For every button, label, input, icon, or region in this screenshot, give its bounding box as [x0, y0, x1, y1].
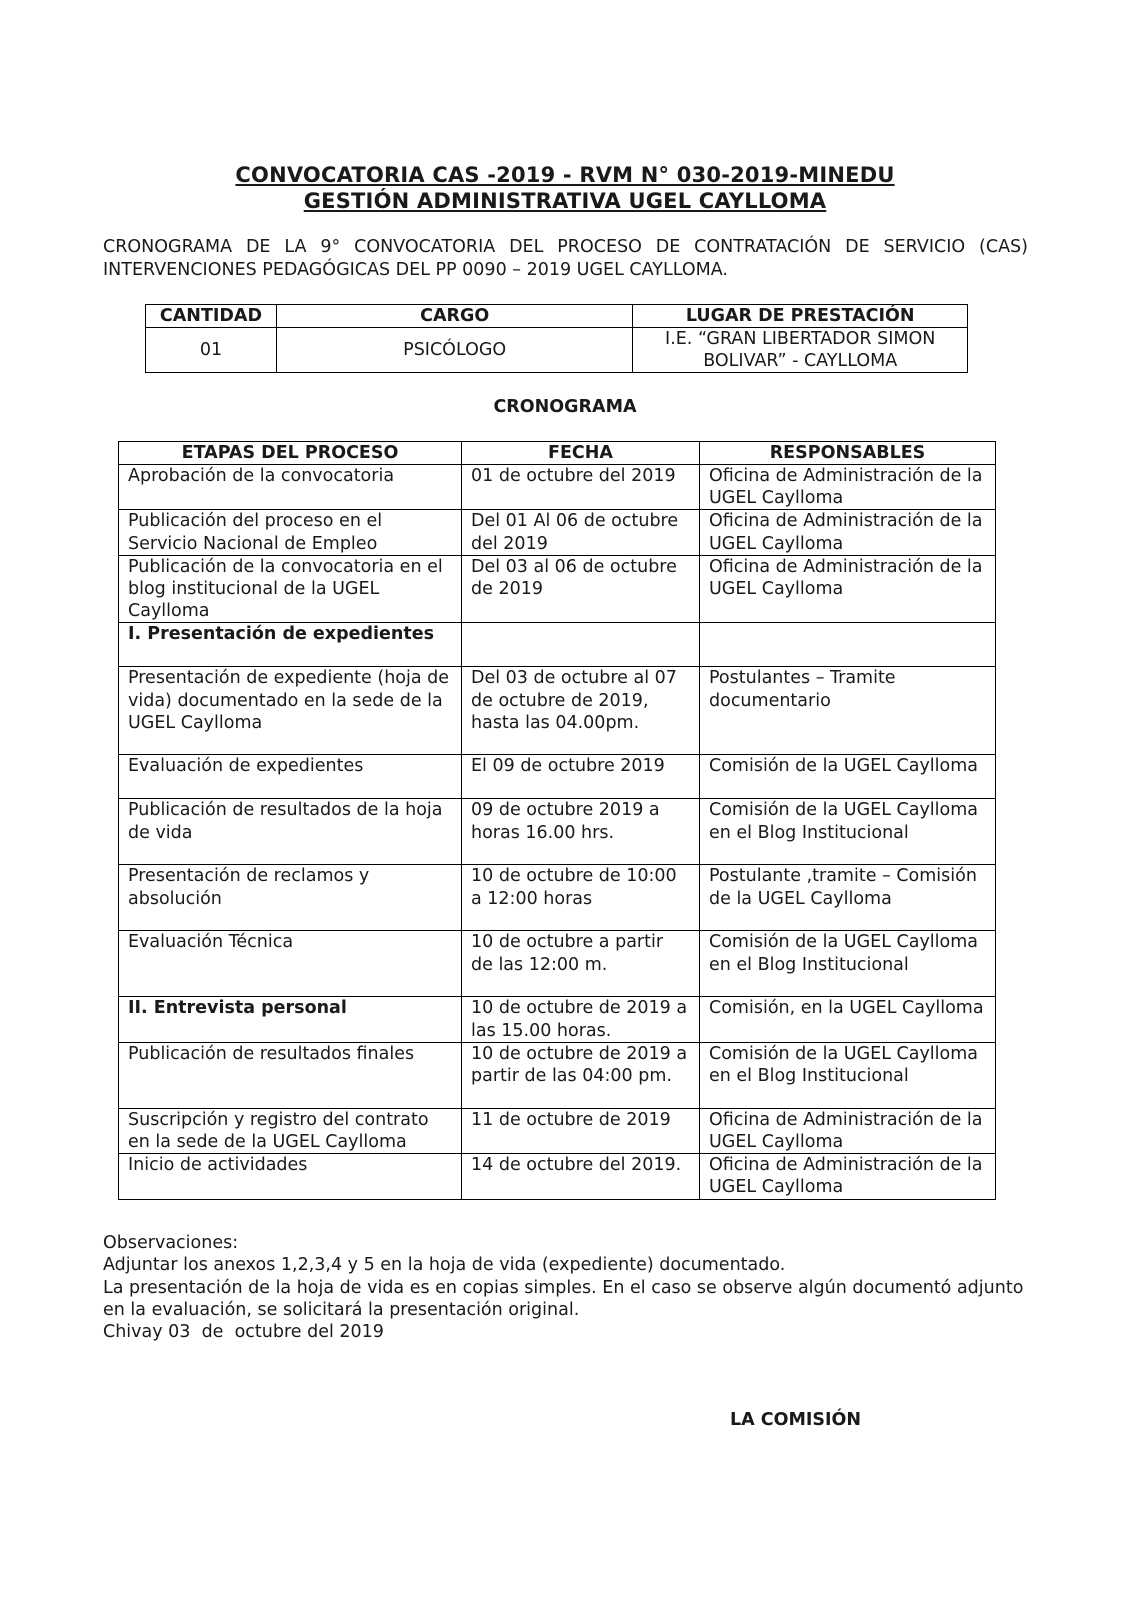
- cargo-lugar: I.E. “GRAN LIBERTADOR SIMON BOLIVAR” - CAYLLOMA: [633, 328, 968, 373]
- document-title-line1: CONVOCATORIA CAS -2019 - RVM N° 030-2019-MINEDU: [235, 163, 895, 187]
- etapa-cell: Publicación de la convocatoria en el blog institucional de la UGEL Caylloma: [119, 555, 462, 623]
- signature: LA COMISIÓN: [730, 1410, 862, 1430]
- fecha-cell: 10 de octubre de 2019 a las 15.00 horas.: [462, 997, 700, 1042]
- place-date-line: Chivay 03 de octubre del 2019: [103, 1322, 384, 1343]
- document-title-line2: GESTIÓN ADMINISTRATIVA UGEL CAYLLOMA: [303, 189, 827, 213]
- fecha-cell: Del 03 de octubre al 07 de octubre de 2019, hasta las 04.00pm.: [462, 667, 700, 755]
- responsable-cell: Postulantes – Tramite documentario: [700, 667, 996, 755]
- etapa-cell: Suscripción y registro del contrato en la sede de la UGEL Caylloma: [119, 1108, 462, 1153]
- fecha-cell: 14 de octubre del 2019.: [462, 1154, 700, 1199]
- table-row: [119, 1042, 996, 1108]
- table-row: [119, 623, 996, 667]
- table-row: [119, 931, 996, 997]
- etapa-cell: Presentación de expediente (hoja de vida) documentado en la sede de la UGEL Caylloma: [119, 667, 462, 755]
- etapa-cell: Inicio de actividades: [119, 1154, 462, 1199]
- fecha-cell: 10 de octubre a partir de las 12:00 m.: [462, 931, 700, 997]
- cargo-table-header-row: [146, 305, 968, 328]
- responsable-cell: Oficina de Administración de la UGEL Caylloma: [700, 465, 996, 510]
- responsable-cell: Comisión, en la UGEL Caylloma: [700, 997, 996, 1042]
- fecha-cell: 11 de octubre de 2019: [462, 1108, 700, 1153]
- responsable-cell: Oficina de Administración de la UGEL Caylloma: [700, 555, 996, 623]
- schedule-header-fecha: FECHA: [462, 442, 700, 465]
- fecha-cell: Del 03 al 06 de octubre de 2019: [462, 555, 700, 623]
- table-row: [119, 865, 996, 931]
- observaciones-block: [103, 1232, 1028, 1343]
- responsable-cell: Oficina de Administración de la UGEL Caylloma: [700, 510, 996, 555]
- fecha-cell: El 09 de octubre 2019: [462, 755, 700, 799]
- table-row: [119, 1108, 996, 1153]
- table-row: [119, 555, 996, 623]
- cargo-cargo: PSICÓLOGO: [276, 328, 632, 373]
- table-row: [119, 510, 996, 555]
- fecha-cell: 09 de octubre 2019 a horas 16.00 hrs.: [462, 799, 700, 865]
- schedule-header-row: [119, 442, 996, 465]
- fecha-cell: 01 de octubre del 2019: [462, 465, 700, 510]
- etapa-cell: Aprobación de la convocatoria: [119, 465, 462, 510]
- responsable-cell: Postulante ,tramite – Comisión de la UGEL Caylloma: [700, 865, 996, 931]
- responsable-cell: [700, 623, 996, 667]
- table-row: [119, 997, 996, 1042]
- fecha-cell: [462, 623, 700, 667]
- responsable-cell: Oficina de Administración de la UGEL Caylloma: [700, 1108, 996, 1153]
- etapa-cell: Publicación del proceso en el Servicio Nacional de Empleo: [119, 510, 462, 555]
- fecha-cell: 10 de octubre de 2019 a partir de las 04:00 pm.: [462, 1042, 700, 1108]
- cargo-header-cantidad: CANTIDAD: [146, 305, 277, 328]
- intro-paragraph: CRONOGRAMA DE LA 9° CONVOCATORIA DEL PROCESO DE CONTRATACIÓN DE SERVICIO (CAS) INTERVENCIONES PEDAGÓGICAS DEL PP 0090 – 2019 UGEL CAYLLOMA.: [103, 237, 1028, 280]
- cargo-cantidad: 01: [146, 328, 277, 373]
- cargo-table: [145, 304, 968, 373]
- responsable-cell: Comisión de la UGEL Caylloma en el Blog Institucional: [700, 931, 996, 997]
- cronograma-heading: CRONOGRAMA: [493, 397, 637, 417]
- fecha-cell: 10 de octubre de 10:00 a 12:00 horas: [462, 865, 700, 931]
- cargo-header-cargo: CARGO: [276, 305, 632, 328]
- observacion-line-1: Adjuntar los anexos 1,2,3,4 y 5 en la hoja de vida (expediente) documentado.: [103, 1255, 786, 1276]
- etapa-cell: Evaluación de expedientes: [119, 755, 462, 799]
- table-row: [119, 465, 996, 510]
- etapa-cell: Publicación de resultados de la hoja de vida: [119, 799, 462, 865]
- cargo-table-row: [146, 328, 968, 373]
- section-heading-cell: II. Entrevista personal: [119, 997, 462, 1042]
- responsable-cell: Oficina de Administración de la UGEL Caylloma: [700, 1154, 996, 1199]
- etapa-cell: Presentación de reclamos y absolución: [119, 865, 462, 931]
- responsable-cell: Comisión de la UGEL Caylloma en el Blog Institucional: [700, 1042, 996, 1108]
- fecha-cell: Del 01 Al 06 de octubre del 2019: [462, 510, 700, 555]
- responsable-cell: Comisión de la UGEL Caylloma en el Blog Institucional: [700, 799, 996, 865]
- observaciones-label: Observaciones:: [103, 1233, 239, 1253]
- responsable-cell: Comisión de la UGEL Caylloma: [700, 755, 996, 799]
- table-row: [119, 667, 996, 755]
- schedule-header-etapas: ETAPAS DEL PROCESO: [119, 442, 462, 465]
- table-row: [119, 1154, 996, 1199]
- schedule-header-responsables: RESPONSABLES: [700, 442, 996, 465]
- table-row: [119, 755, 996, 799]
- section-heading-cell: I. Presentación de expedientes: [119, 623, 462, 667]
- table-row: [119, 799, 996, 865]
- cargo-header-lugar: LUGAR DE PRESTACIÓN: [633, 305, 968, 328]
- schedule-table: [118, 441, 996, 1200]
- observacion-line-2: La presentación de la hoja de vida es en copias simples. En el caso se observe algún documentó adjunto en la evaluación, se solicitará la presentación original.: [103, 1277, 1029, 1320]
- etapa-cell: Evaluación Técnica: [119, 931, 462, 997]
- etapa-cell: Publicación de resultados finales: [119, 1042, 462, 1108]
